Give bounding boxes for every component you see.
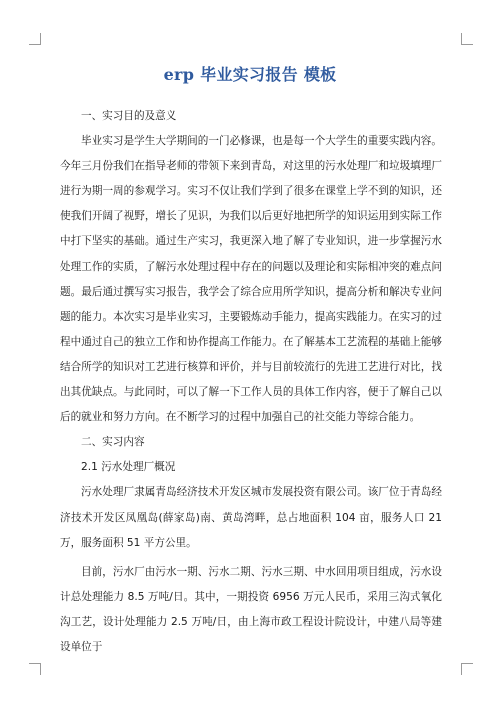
document-title: erp 毕业实习报告 模板: [163, 65, 337, 84]
subsection-heading: 2.1 污水处理厂概况: [81, 461, 176, 474]
section-heading: 一、实习目的及意义: [81, 110, 177, 122]
crop-mark-top-left: [29, 33, 41, 45]
crop-mark-top-right: [461, 33, 473, 45]
body-paragraph: 污水处理厂隶属青岛经济技术开发区城市发展投资有限公司。该厂位于青岛经济技术开发区凤凰岛(薛家岛)南、黄岛湾畔，总占地面积 104 亩，服务人口 21 万，服务面积 51 平方公里。: [60, 486, 442, 549]
crop-mark-bottom-right: [461, 663, 473, 675]
crop-mark-bottom-left: [29, 663, 41, 675]
document-body: [60, 104, 442, 660]
body-paragraph: 目前，污水厂由污水一期、污水二期、污水三期、中水回用项目组成，污水设计总处理能力 8.5 万吨/日。其中，一期投资 6956 万元人民币，采用三沟式氧化沟工艺，设计处理能力 2.5 万吨/日，由上海市政工程设计院设计，中建八局等建设单位于: [60, 565, 442, 653]
section-heading: 二、实习内容: [81, 436, 145, 449]
body-paragraph: 毕业实习是学生大学期间的一门必修课，也是每一个大学生的重要实践内容。今年三月份我们在指导老师的带领下来到青岛，对这里的污水处理厂和垃圾填埋厂进行为期一周的参观学习。实习不仅让我们学到了很多在课堂上学不到的知识，还使我们开阔了视野，增长了见识，为我们以后更好地把所学的知识运用到实际工作中打下坚实的基础。通过生产实习，我更深入地了解了专业知识，进一步掌握污水处理工作的实质，了解污水处理过程中存在的问题以及理论和实际相冲突的难点问题。最后通过撰写实习报告，我学会了综合应用所学知识，提高分析和解决专业问题的能力。本次实习是毕业实习，主要锻炼动手能力，提高实践能力。在实习的过程中通过自己的独立工作和协作提高工作能力。在了解基本工艺流程的基础上能够结合所学的知识对工艺进行核算和评价，并与目前较流行的先进工艺进行对比，找出其优缺点。与此同时，可以了解一下工作人员的具体工作内容，便于了解自己以后的就业和努力方向。在不断学习的过程中加强自己的社交能力等综合能力。: [60, 135, 442, 424]
